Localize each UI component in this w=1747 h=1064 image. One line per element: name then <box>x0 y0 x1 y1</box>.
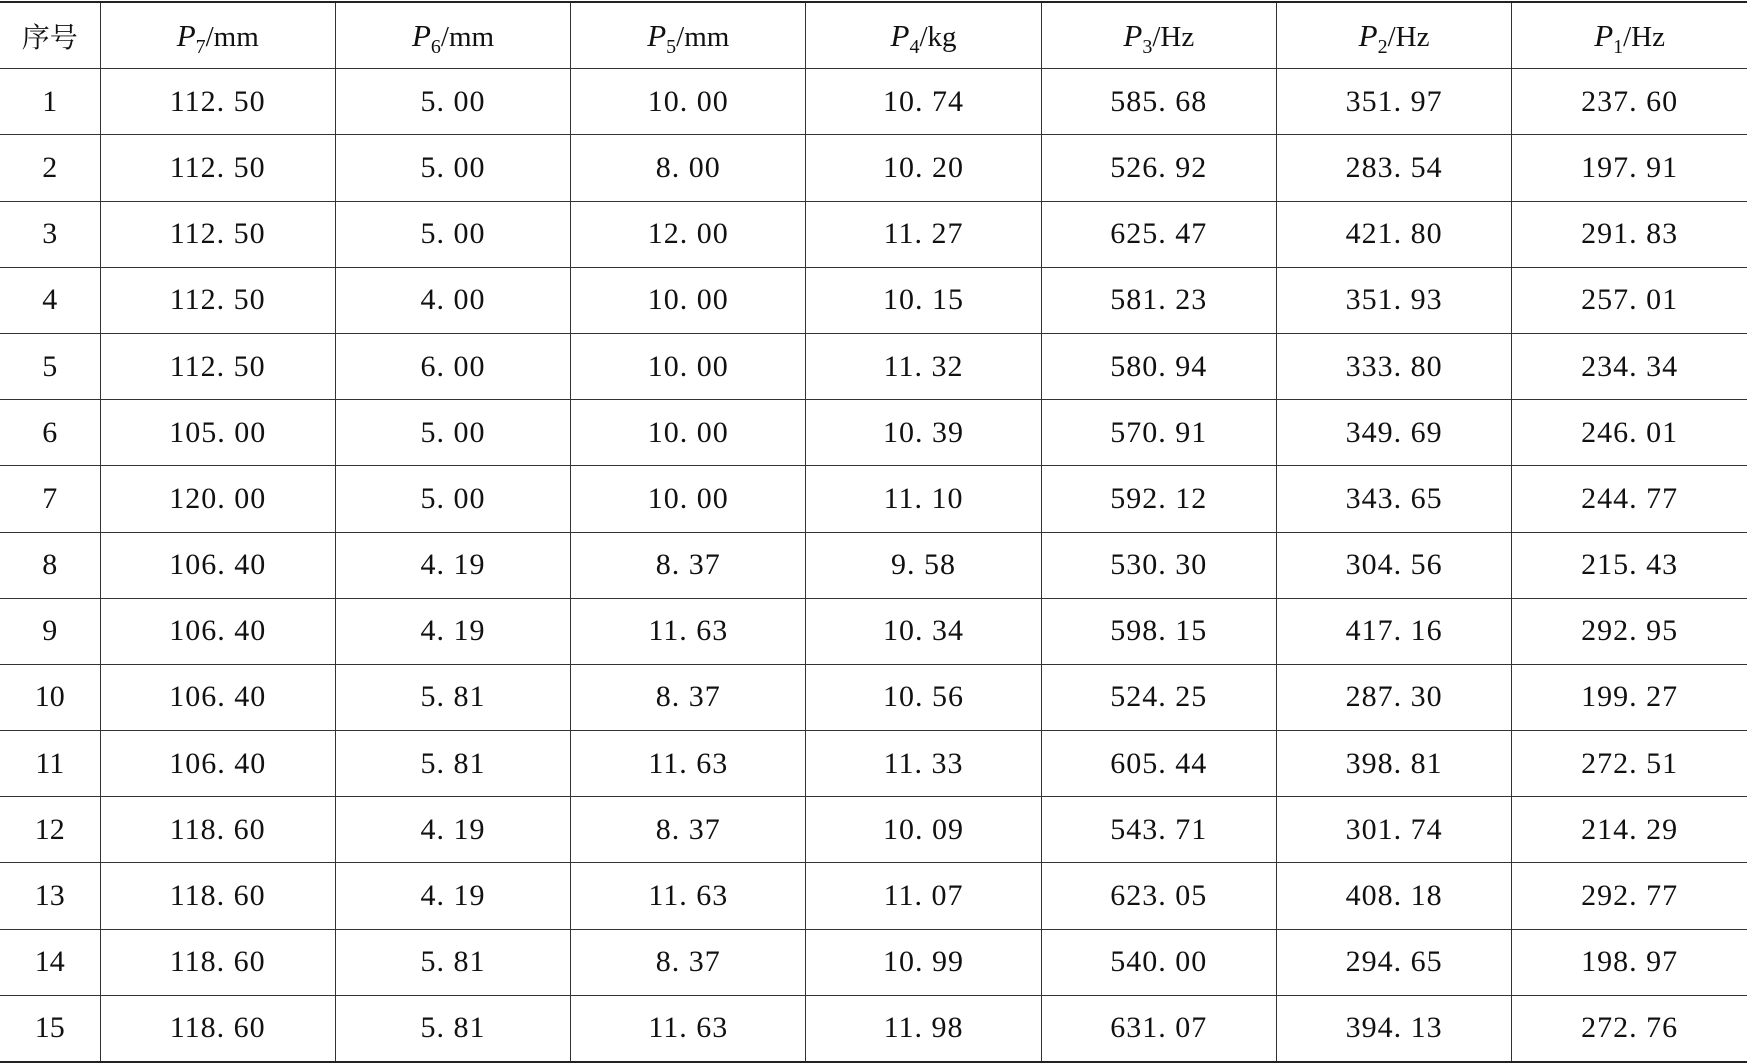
table-cell: 349. 69 <box>1276 400 1511 466</box>
table-cell: 10. 00 <box>571 333 806 399</box>
row-index-cell: 10 <box>0 664 100 730</box>
table-row <box>0 333 1747 399</box>
table-cell: 8. 37 <box>571 929 806 995</box>
table-cell: 287. 30 <box>1276 664 1511 730</box>
header-unit: /Hz <box>1152 20 1195 53</box>
row-index-cell: 8 <box>0 532 100 598</box>
table-row <box>0 598 1747 664</box>
table-cell: 4. 19 <box>335 598 570 664</box>
header-subscript: 7 <box>195 35 206 58</box>
table-cell: 5. 81 <box>335 731 570 797</box>
header-row <box>0 2 1747 69</box>
table-cell: 10. 15 <box>806 267 1041 333</box>
table-row <box>0 135 1747 201</box>
table-cell: 237. 60 <box>1512 69 1747 135</box>
table-row <box>0 400 1747 466</box>
table-cell: 11. 63 <box>571 995 806 1062</box>
row-index-cell: 5 <box>0 333 100 399</box>
header-unit: /mm <box>205 20 259 53</box>
table-cell: 106. 40 <box>100 731 335 797</box>
table-cell: 10. 99 <box>806 929 1041 995</box>
table-cell: 246. 01 <box>1512 400 1747 466</box>
table-cell: 10. 34 <box>806 598 1041 664</box>
table-cell: 592. 12 <box>1041 466 1276 532</box>
table-cell: 112. 50 <box>100 201 335 267</box>
table-cell: 10. 00 <box>571 466 806 532</box>
table-cell: 292. 95 <box>1512 598 1747 664</box>
table-cell: 5. 00 <box>335 400 570 466</box>
header-unit: /mm <box>440 20 495 53</box>
table-cell: 112. 50 <box>100 333 335 399</box>
row-index-cell: 11 <box>0 731 100 797</box>
table-cell: 301. 74 <box>1276 797 1511 863</box>
header-p2 <box>1276 2 1511 69</box>
table-cell: 631. 07 <box>1041 995 1276 1062</box>
table-cell: 257. 01 <box>1512 267 1747 333</box>
table-cell: 581. 23 <box>1041 267 1276 333</box>
table-cell: 605. 44 <box>1041 731 1276 797</box>
table-cell: 294. 65 <box>1276 929 1511 995</box>
row-index-cell: 7 <box>0 466 100 532</box>
table-cell: 5. 00 <box>335 69 570 135</box>
table-body <box>0 69 1747 1062</box>
table-row <box>0 69 1747 135</box>
table-cell: 625. 47 <box>1041 201 1276 267</box>
table-cell: 5. 00 <box>335 201 570 267</box>
table-cell: 118. 60 <box>100 995 335 1062</box>
table-cell: 343. 65 <box>1276 466 1511 532</box>
table-cell: 244. 77 <box>1512 466 1747 532</box>
table-cell: 598. 15 <box>1041 598 1276 664</box>
table-cell: 272. 51 <box>1512 731 1747 797</box>
row-index-cell: 12 <box>0 797 100 863</box>
table-row <box>0 664 1747 730</box>
table-cell: 10. 00 <box>571 267 806 333</box>
header-unit: /Hz <box>1623 20 1665 53</box>
header-subscript: 6 <box>430 35 441 58</box>
row-index-cell: 13 <box>0 863 100 929</box>
table-cell: 530. 30 <box>1041 532 1276 598</box>
table-cell: 5. 00 <box>335 135 570 201</box>
header-symbol: P <box>1123 17 1143 53</box>
header-p1 <box>1512 2 1747 69</box>
row-index-cell: 6 <box>0 400 100 466</box>
table-cell: 198. 97 <box>1512 929 1747 995</box>
row-index-cell: 3 <box>0 201 100 267</box>
table-row <box>0 466 1747 532</box>
table-cell: 11. 32 <box>806 333 1041 399</box>
table-cell: 291. 83 <box>1512 201 1747 267</box>
table-cell: 570. 91 <box>1041 400 1276 466</box>
table-cell: 10. 56 <box>806 664 1041 730</box>
header-symbol: P <box>1594 17 1614 53</box>
table-cell: 118. 60 <box>100 863 335 929</box>
data-table <box>0 1 1747 1063</box>
table-cell: 580. 94 <box>1041 333 1276 399</box>
header-p3 <box>1041 2 1276 69</box>
table-cell: 5. 81 <box>335 995 570 1062</box>
table-cell: 106. 40 <box>100 664 335 730</box>
table-cell: 4. 19 <box>335 797 570 863</box>
header-unit: /kg <box>919 20 957 53</box>
table-cell: 11. 63 <box>571 598 806 664</box>
header-index-label: 序号 <box>21 20 78 54</box>
table-cell: 112. 50 <box>100 135 335 201</box>
header-p7 <box>100 2 335 69</box>
table-cell: 11. 63 <box>571 863 806 929</box>
table-cell: 11. 10 <box>806 466 1041 532</box>
table-cell: 112. 50 <box>100 69 335 135</box>
table-row <box>0 797 1747 863</box>
table-row <box>0 731 1747 797</box>
table-cell: 398. 81 <box>1276 731 1511 797</box>
header-subscript: 4 <box>909 35 920 58</box>
table-cell: 10. 00 <box>571 400 806 466</box>
table-cell: 10. 39 <box>806 400 1041 466</box>
header-symbol: P <box>411 17 431 53</box>
row-index-cell: 15 <box>0 995 100 1062</box>
header-index <box>0 2 100 69</box>
table-row <box>0 995 1747 1062</box>
header-subscript: 3 <box>1142 35 1153 58</box>
table-cell: 12. 00 <box>571 201 806 267</box>
table-cell: 292. 77 <box>1512 863 1747 929</box>
table-cell: 118. 60 <box>100 929 335 995</box>
header-subscript: 1 <box>1613 35 1624 58</box>
table-cell: 417. 16 <box>1276 598 1511 664</box>
row-index-cell: 2 <box>0 135 100 201</box>
header-symbol: P <box>890 17 910 53</box>
table-row <box>0 532 1747 598</box>
table-cell: 351. 97 <box>1276 69 1511 135</box>
table-cell: 524. 25 <box>1041 664 1276 730</box>
header-p4 <box>806 2 1041 69</box>
header-symbol: P <box>1358 17 1378 53</box>
table-row <box>0 863 1747 929</box>
header-unit: /Hz <box>1387 20 1430 53</box>
table-cell: 199. 27 <box>1512 664 1747 730</box>
table-cell: 421. 80 <box>1276 201 1511 267</box>
table-cell: 10. 74 <box>806 69 1041 135</box>
table-cell: 11. 07 <box>806 863 1041 929</box>
row-index-cell: 9 <box>0 598 100 664</box>
table-cell: 4. 19 <box>335 863 570 929</box>
table-cell: 11. 33 <box>806 731 1041 797</box>
table-cell: 5. 00 <box>335 466 570 532</box>
header-subscript: 2 <box>1377 35 1388 58</box>
table-cell: 5. 81 <box>335 664 570 730</box>
table-cell: 215. 43 <box>1512 532 1747 598</box>
table-cell: 283. 54 <box>1276 135 1511 201</box>
table-cell: 106. 40 <box>100 532 335 598</box>
table-cell: 197. 91 <box>1512 135 1747 201</box>
row-index-cell: 1 <box>0 69 100 135</box>
table-cell: 585. 68 <box>1041 69 1276 135</box>
header-p5 <box>571 2 806 69</box>
table-cell: 540. 00 <box>1041 929 1276 995</box>
table-cell: 394. 13 <box>1276 995 1511 1062</box>
header-p6 <box>335 2 570 69</box>
header-symbol: P <box>647 17 667 53</box>
row-index-cell: 4 <box>0 267 100 333</box>
table-row <box>0 929 1747 995</box>
table-cell: 304. 56 <box>1276 532 1511 598</box>
table-cell: 4. 00 <box>335 267 570 333</box>
table-cell: 8. 00 <box>571 135 806 201</box>
table-cell: 11. 27 <box>806 201 1041 267</box>
table-cell: 623. 05 <box>1041 863 1276 929</box>
header-unit: /mm <box>676 20 730 53</box>
table-cell: 526. 92 <box>1041 135 1276 201</box>
row-index-cell: 14 <box>0 929 100 995</box>
table-cell: 9. 58 <box>806 532 1041 598</box>
table-cell: 272. 76 <box>1512 995 1747 1062</box>
table-cell: 408. 18 <box>1276 863 1511 929</box>
table-cell: 8. 37 <box>571 664 806 730</box>
table-cell: 105. 00 <box>100 400 335 466</box>
table-cell: 11. 63 <box>571 731 806 797</box>
table-cell: 11. 98 <box>806 995 1041 1062</box>
table-cell: 4. 19 <box>335 532 570 598</box>
header-subscript: 5 <box>666 35 677 58</box>
table-cell: 120. 00 <box>100 466 335 532</box>
table-cell: 333. 80 <box>1276 333 1511 399</box>
table-cell: 106. 40 <box>100 598 335 664</box>
header-symbol: P <box>176 17 196 53</box>
table-cell: 8. 37 <box>571 797 806 863</box>
table-cell: 10. 20 <box>806 135 1041 201</box>
table-cell: 118. 60 <box>100 797 335 863</box>
table-cell: 8. 37 <box>571 532 806 598</box>
table-cell: 5. 81 <box>335 929 570 995</box>
table-cell: 10. 00 <box>571 69 806 135</box>
table-cell: 6. 00 <box>335 333 570 399</box>
table-cell: 543. 71 <box>1041 797 1276 863</box>
table-row <box>0 201 1747 267</box>
table-cell: 214. 29 <box>1512 797 1747 863</box>
table-row <box>0 267 1747 333</box>
table-cell: 10. 09 <box>806 797 1041 863</box>
table-cell: 351. 93 <box>1276 267 1511 333</box>
table-cell: 112. 50 <box>100 267 335 333</box>
table-cell: 234. 34 <box>1512 333 1747 399</box>
